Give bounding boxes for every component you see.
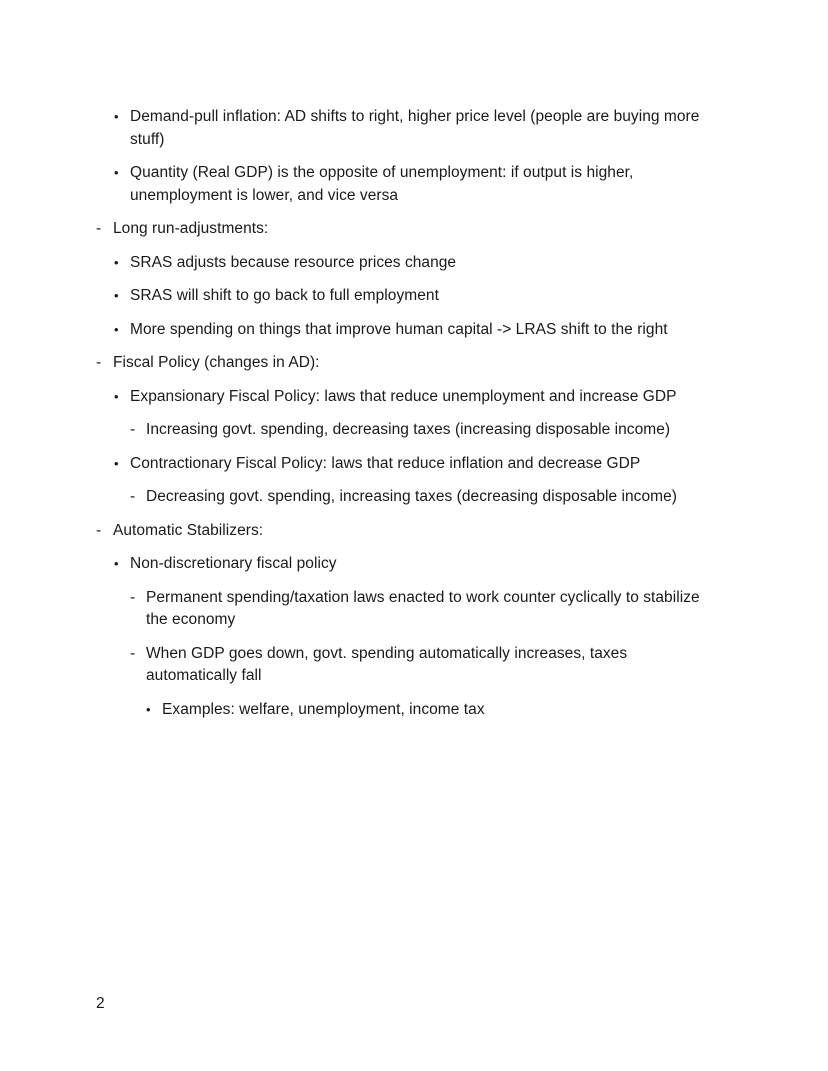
list-item-text: Expansionary Fiscal Policy: laws that reduce unemployment and increase GDP bbox=[130, 387, 677, 405]
sub-item-decreasing-spending bbox=[0, 486, 828, 509]
list-item-expansionary-policy bbox=[0, 386, 828, 409]
list-item-contractionary-policy bbox=[0, 453, 828, 476]
section-heading-text: Long run-adjustments: bbox=[113, 220, 269, 237]
list-item-sras-adjusts bbox=[0, 252, 828, 275]
dash-marker: - bbox=[130, 488, 136, 505]
section-automatic-stabilizers bbox=[0, 520, 828, 543]
bullet-marker: • bbox=[114, 165, 119, 180]
section-heading-text: Fiscal Policy (changes in AD): bbox=[113, 354, 320, 371]
section-heading-text: Automatic Stabilizers: bbox=[113, 521, 264, 539]
list-item-quantity-real-gdp bbox=[0, 162, 828, 207]
dash-marker: - bbox=[130, 588, 136, 606]
list-item-human-capital bbox=[0, 319, 828, 342]
bullet-marker: • bbox=[114, 254, 119, 270]
bullet-marker: • bbox=[114, 321, 119, 337]
list-item-text: When GDP goes down, govt. spending automatically increases, taxes automatically fall bbox=[146, 644, 628, 684]
bullet-marker: • bbox=[114, 109, 119, 124]
dash-marker: - bbox=[96, 354, 102, 371]
list-item-sras-shift bbox=[0, 285, 828, 308]
dash-marker: - bbox=[96, 521, 102, 539]
list-item-text: Examples: welfare, unemployment, income tax bbox=[162, 700, 485, 718]
list-item-non-discretionary bbox=[0, 553, 828, 576]
sub-item-permanent-laws bbox=[0, 587, 828, 632]
list-item-text: SRAS will shift to go back to full employment bbox=[130, 287, 439, 304]
list-item-text: Decreasing govt. spending, increasing taxes (decreasing disposable income) bbox=[146, 488, 677, 505]
dash-marker: - bbox=[96, 220, 102, 237]
sub-item-increasing-spending bbox=[0, 419, 828, 442]
dash-marker: - bbox=[130, 644, 136, 662]
list-item-text: More spending on things that improve human capital -> LRAS shift to the right bbox=[130, 320, 668, 338]
list-item-text: Quantity (Real GDP) is the opposite of unemployment: if output is higher, unemployment is lower, and vice versa bbox=[130, 164, 634, 204]
list-item-text: SRAS adjusts because resource prices change bbox=[130, 253, 457, 271]
sub-item-gdp-goes-down bbox=[0, 643, 828, 688]
list-item-text: Non-discretionary fiscal policy bbox=[130, 555, 337, 572]
list-item-text: Permanent spending/taxation laws enacted to work counter cyclically to stabilize the economy bbox=[146, 588, 700, 628]
dash-marker: - bbox=[130, 421, 136, 438]
page-number: 2 bbox=[96, 995, 105, 1012]
bullet-marker: • bbox=[114, 388, 119, 404]
bullet-marker: • bbox=[146, 701, 151, 717]
bullet-marker: • bbox=[114, 455, 119, 471]
list-item-demand-pull-inflation bbox=[0, 106, 828, 151]
bullet-marker: • bbox=[114, 556, 119, 571]
list-item-text: Increasing govt. spending, decreasing taxes (increasing disposable income) bbox=[146, 421, 671, 438]
section-fiscal-policy bbox=[0, 352, 828, 375]
list-item-text: Demand-pull inflation: AD shifts to right, higher price level (people are buying more stuff) bbox=[130, 108, 700, 148]
section-long-run-adjustments bbox=[0, 218, 828, 241]
list-item-text: Contractionary Fiscal Policy: laws that reduce inflation and decrease GDP bbox=[130, 454, 641, 472]
bullet-marker: • bbox=[114, 288, 119, 303]
sub-sub-item-examples bbox=[0, 699, 828, 722]
notes-list bbox=[0, 106, 828, 732]
